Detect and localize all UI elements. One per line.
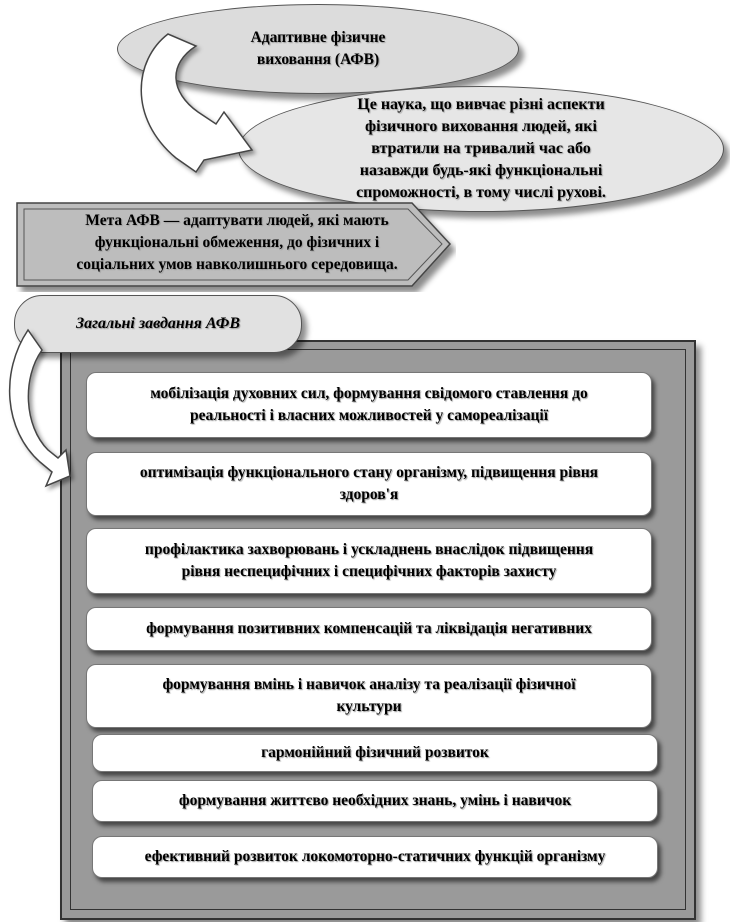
afv-definition-line-2: фізичного виховання людей, які <box>365 118 597 135</box>
afv-goal-line-2: функціональні обмеження, до фізичних і <box>94 234 380 251</box>
task-2-line-2: здоров'я <box>339 486 399 503</box>
task-7-line-1: формування життєво необхідних знань, умінь і навичок <box>178 792 572 809</box>
task-3-line-1: профілактика захворювань і ускладнень внаслідок підвищення <box>144 541 594 558</box>
task-6-line-1: гармонійний фізичний розвиток <box>261 744 489 761</box>
afv-title-line-2: виховання (АФВ) <box>256 51 380 68</box>
afv-definition-line-4: назавжди будь-які функціональні <box>359 162 603 179</box>
task-3-line-2: рівня неспецифічних і специфічних факторів захисту <box>181 563 557 580</box>
task-8-line-1: ефективний розвиток локомоторно-статичних функцій організму <box>144 848 606 865</box>
afv-definition-line-1: Це наука, що вивчає різні аспекти <box>357 96 605 113</box>
afv-title-line-1: Адаптивне фізичне <box>250 29 386 46</box>
curved-arrow-icon <box>10 330 70 486</box>
task-2-line-1: оптимізація функціонального стану організму, підвищення рівня <box>139 464 599 481</box>
tasks-title: Загальні завдання АФВ <box>75 315 241 332</box>
afv-goal-line-1: Мета АФВ — адаптувати людей, які мають <box>85 212 389 229</box>
afv-definition-line-3: втратили на тривалий час або <box>371 140 591 157</box>
afv-definition-line-5: спроможності, в тому числі рухові. <box>356 184 606 201</box>
task-4-line-1: формування позитивних компенсацій та ліквідація негативних <box>146 620 592 637</box>
afv-goal-line-3: соціальних умов навколишнього середовища. <box>76 256 398 273</box>
curved-arrow-icon <box>141 34 252 172</box>
task-5-line-1: формування вмінь і навичок аналізу та реалізації фізичної <box>162 676 576 693</box>
task-1-line-1: мобілізація духовних сил, формування свідомого ставлення до <box>150 385 588 402</box>
task-5-line-2: культури <box>336 698 402 715</box>
task-1-line-2: реальності і власних можливостей у самореалізації <box>189 407 549 424</box>
